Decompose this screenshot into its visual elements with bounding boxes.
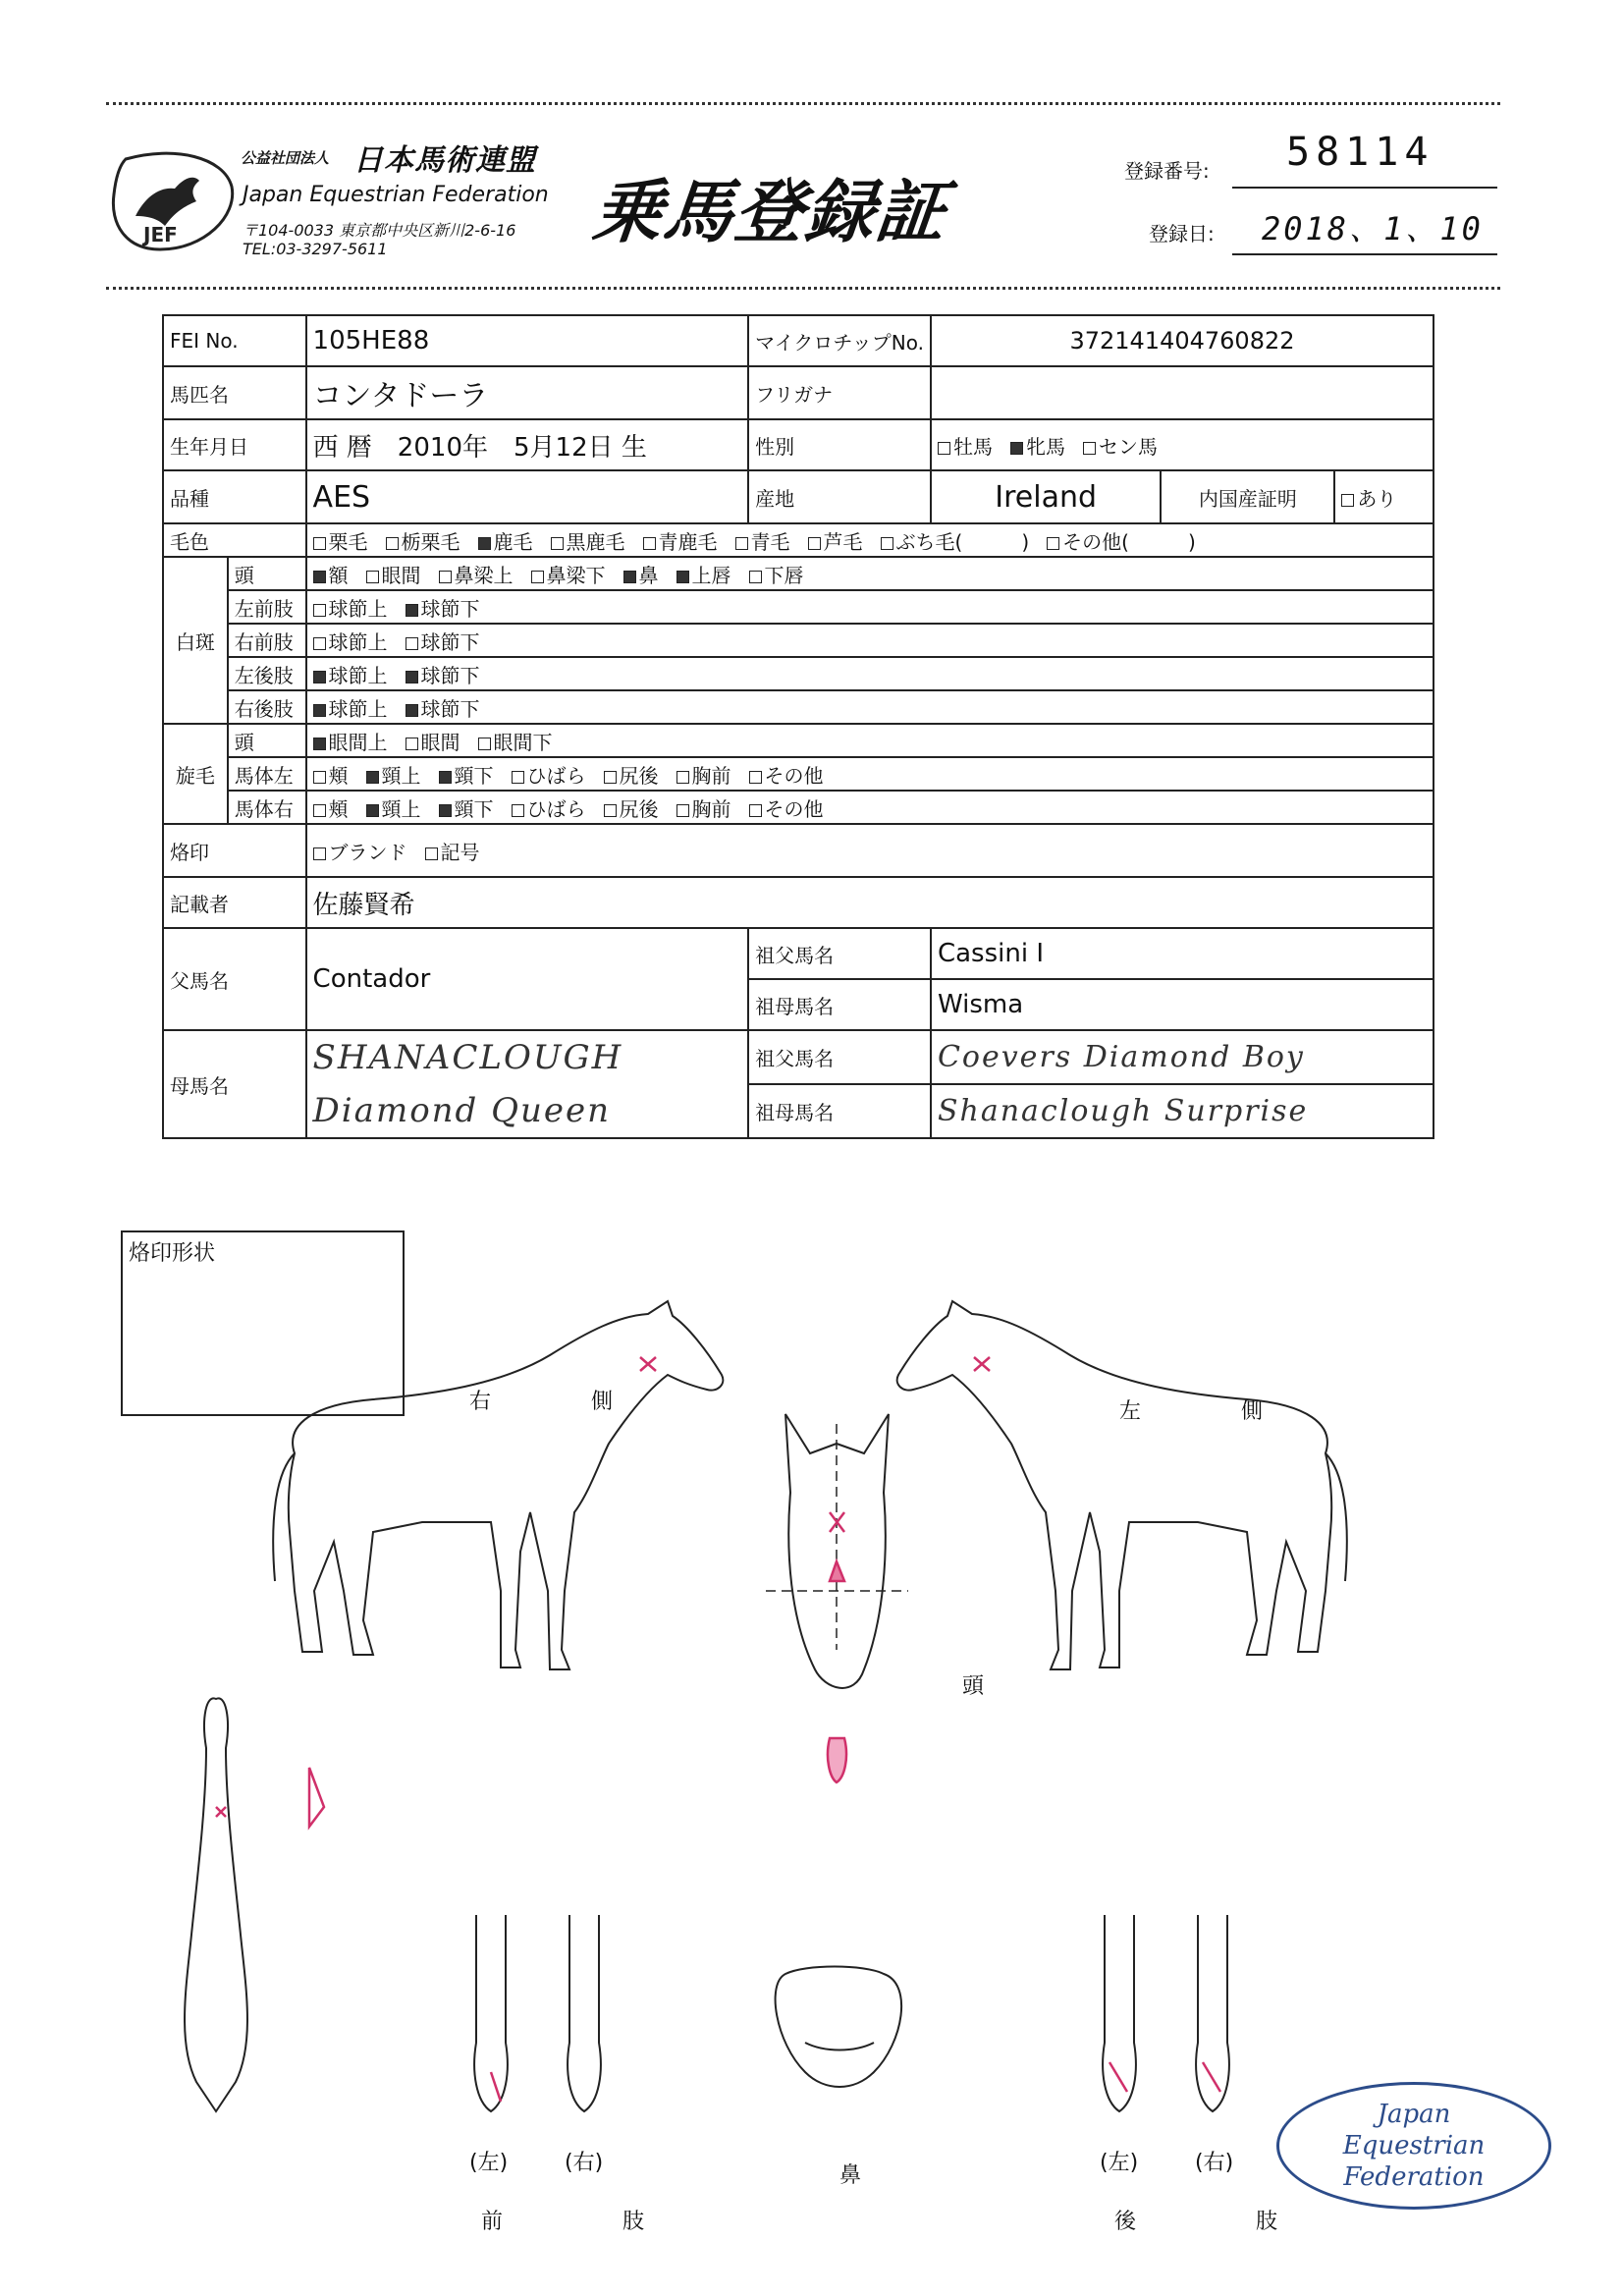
- head-front-view: [766, 1414, 908, 1688]
- coat-option-label: 黒鹿毛: [566, 529, 625, 554]
- white-checkbox: [623, 571, 636, 583]
- coat-option-label: ぶち毛( ): [895, 529, 1030, 554]
- jef-stamp: [1276, 2082, 1551, 2210]
- whorl-head-options: [306, 724, 1434, 757]
- coat-checkbox: [313, 537, 326, 550]
- coat-option-label: その他( ): [1062, 529, 1196, 554]
- white-option: [623, 560, 659, 588]
- stamp-line3: Federation: [1343, 2162, 1485, 2192]
- whorl-option: [313, 760, 349, 789]
- furigana-value: [931, 366, 1434, 419]
- whorl-checkbox: [749, 771, 762, 784]
- horse-diagram: [177, 1296, 1453, 2200]
- coat-option-label: 青毛: [750, 529, 790, 554]
- whorl-option: [749, 793, 824, 822]
- brand-option-label: ブランド: [328, 840, 407, 864]
- whorl-checkbox: [676, 804, 689, 817]
- birth-value: 西 暦 2010年 5月12日 生: [306, 419, 749, 470]
- whorl-option-label: 眼間上: [328, 730, 388, 754]
- white-option: [406, 660, 480, 688]
- whorl-option-label: ひばら: [526, 796, 586, 821]
- white-option-label: 鼻: [638, 563, 659, 587]
- reg-date: 2018、1、10: [1262, 210, 1484, 247]
- whorl-checkbox: [512, 804, 524, 817]
- dam-granddam-label: 祖母馬名: [748, 1084, 931, 1138]
- birth-label: 生年月日: [163, 419, 306, 470]
- white-option: [313, 593, 388, 622]
- domestic-checkbox: [1341, 494, 1354, 507]
- sex-checkbox: [938, 442, 950, 455]
- whorl-option: [478, 727, 553, 755]
- white-checkbox: [531, 571, 544, 583]
- org-tel: TEL:03-3297-5611: [243, 240, 388, 258]
- hindlegs-caption: 後 肢: [1114, 2210, 1327, 2234]
- sex-option-label: セン馬: [1098, 434, 1158, 459]
- white-option: [406, 693, 480, 722]
- domestic-option: あり: [1334, 470, 1434, 523]
- coat-option-label: 栗毛: [328, 529, 368, 554]
- coat-checkbox: [551, 537, 564, 550]
- whorl-option-label: 眼間下: [493, 730, 553, 754]
- red-markings: [216, 1357, 1220, 2102]
- header-dotted-rule: [106, 287, 1500, 290]
- white-option: [313, 560, 349, 588]
- coat-option: [735, 526, 790, 555]
- sire-grandsire-label: 祖父馬名: [748, 928, 931, 979]
- dam-value-line1: SHANACLOUGH: [312, 1038, 623, 1077]
- sex-option: [938, 431, 993, 460]
- whorl-right-body-options: [306, 791, 1434, 824]
- brand-option: [425, 837, 480, 865]
- white-option: [313, 693, 388, 722]
- coat-option-label: 芦毛: [823, 529, 863, 554]
- white-part-right-hind: 右後肢: [228, 690, 306, 724]
- white-checkbox: [439, 571, 452, 583]
- whorl-checkbox: [406, 738, 418, 750]
- white-option-label: 額: [328, 563, 349, 587]
- coat-option: [478, 526, 533, 555]
- whorl-left-body-options: [306, 757, 1434, 791]
- brand-shape-label: 烙印形状: [129, 1241, 216, 1266]
- white-option-label: 球節下: [420, 596, 480, 621]
- top-dotted-rule: [106, 102, 1500, 105]
- whorl-part-right-body: 馬体右: [228, 791, 306, 824]
- whorl-option-label: ひばら: [526, 763, 586, 788]
- white-option-label: 下唇: [764, 563, 804, 587]
- sex-options: [931, 419, 1434, 470]
- sex-label: 性別: [748, 419, 931, 470]
- sex-option: [1010, 431, 1065, 460]
- white-option-label: 鼻梁上: [454, 563, 514, 587]
- whorl-option-label: 頬: [328, 796, 349, 821]
- white-right-hind-options: [306, 690, 1434, 724]
- whorl-option-label: 頸上: [381, 763, 421, 788]
- white-checkbox: [313, 571, 326, 583]
- dam-granddam-value: Shanaclough Surprise: [931, 1084, 1434, 1138]
- whorl-checkbox: [366, 804, 379, 817]
- white-left-hind-options: [306, 657, 1434, 690]
- coat-option: [643, 526, 718, 555]
- name-value: コンタドーラ: [306, 366, 749, 419]
- coat-option: [1047, 526, 1196, 555]
- right-side-caption: 右 側: [469, 1390, 653, 1414]
- stamp-line1: Japan: [1377, 2100, 1451, 2129]
- whorl-option: [512, 760, 586, 789]
- brand-checkbox: [313, 847, 326, 860]
- left-side-horse: [897, 1301, 1347, 1669]
- reg-number-label: 登録番号:: [1124, 159, 1210, 183]
- fei-value: 105HE88: [306, 315, 749, 366]
- head-caption: 頭: [962, 1674, 985, 1699]
- recorder-label: 記載者: [163, 877, 306, 928]
- white-checkbox: [406, 671, 418, 683]
- white-option-label: 球節下: [420, 629, 480, 654]
- white-checkbox: [313, 604, 326, 617]
- white-part-left-fore: 左前肢: [228, 590, 306, 624]
- white-part-right-fore: 右前肢: [228, 624, 306, 657]
- stamp-line2: Equestrian: [1342, 2131, 1486, 2160]
- coat-label: 毛色: [163, 523, 306, 557]
- whorl-checkbox: [478, 738, 491, 750]
- coat-options: [306, 523, 1434, 557]
- brand-options: [306, 824, 1434, 877]
- white-option-label: 球節上: [328, 663, 388, 687]
- white-option: [676, 560, 731, 588]
- recorder-value: 佐藤賢希: [306, 877, 1434, 928]
- furigana-label: フリガナ: [748, 366, 931, 419]
- white-option: [313, 627, 388, 655]
- breed-label: 品種: [163, 470, 306, 523]
- breed-value: AES: [306, 470, 749, 523]
- white-checkbox: [749, 571, 762, 583]
- muzzle-view: [776, 1967, 902, 2088]
- white-option-label: 球節上: [328, 696, 388, 721]
- white-option-label: 球節下: [420, 696, 480, 721]
- dam-label: 母馬名: [163, 1030, 306, 1138]
- hind-right-caption: (右): [1195, 2151, 1234, 2175]
- sire-granddam-value: Wisma: [931, 979, 1434, 1030]
- reg-date-underline: [1232, 253, 1497, 255]
- whorl-option: [604, 793, 659, 822]
- registration-form-table: [162, 314, 1434, 1139]
- coat-checkbox: [808, 537, 821, 550]
- white-option: [313, 660, 388, 688]
- muzzle-caption: 鼻: [839, 2163, 862, 2188]
- sex-option-label: 牝馬: [1025, 434, 1065, 459]
- domestic-label: 内国産証明: [1161, 470, 1334, 523]
- fore-left-caption: (左): [469, 2151, 509, 2175]
- whorl-checkbox: [604, 771, 617, 784]
- white-option-label: 球節上: [328, 629, 388, 654]
- whorl-option-label: 胸前: [691, 796, 731, 821]
- org-name-en: Japan Equestrian Federation: [243, 183, 549, 207]
- white-option: [366, 560, 421, 588]
- name-label: 馬匹名: [163, 366, 306, 419]
- whorl-option: [439, 760, 494, 789]
- reg-date-label: 登録日:: [1149, 222, 1215, 246]
- whorl-option: [512, 793, 586, 822]
- white-right-fore-options: [306, 624, 1434, 657]
- sire-value: Contador: [306, 928, 749, 1030]
- whorl-checkbox: [313, 738, 326, 750]
- coat-option: [313, 526, 368, 555]
- whorl-option-label: 尻後: [619, 763, 659, 788]
- sex-checkbox: [1083, 442, 1096, 455]
- whorl-option-label: 頸上: [381, 796, 421, 821]
- brand-checkbox: [425, 847, 438, 860]
- whorl-part-left-body: 馬体左: [228, 757, 306, 791]
- white-head-options: [306, 557, 1434, 590]
- white-option: [406, 627, 480, 655]
- whorl-option: [313, 727, 388, 755]
- white-option-label: 鼻梁下: [546, 563, 606, 587]
- white-checkbox: [313, 671, 326, 683]
- whorl-checkbox: [313, 804, 326, 817]
- white-part-left-hind: 左後肢: [228, 657, 306, 690]
- coat-option-label: 栃栗毛: [401, 529, 460, 554]
- white-option: [749, 560, 804, 588]
- whorl-option-label: 頸下: [454, 796, 494, 821]
- whorl-option: [366, 760, 421, 789]
- whorl-part-head: 頭: [228, 724, 306, 757]
- brand-label: 烙印: [163, 824, 306, 877]
- whorl-checkbox: [366, 771, 379, 784]
- whorl-option-label: 胸前: [691, 763, 731, 788]
- reg-number: 58114: [1286, 130, 1434, 175]
- chip-value: 372141404760822: [931, 315, 1434, 366]
- coat-checkbox: [478, 537, 491, 550]
- whorl-label: 旋毛: [163, 724, 228, 824]
- whorl-option: [313, 793, 349, 822]
- dam-grandsire-label: 祖父馬名: [748, 1030, 931, 1084]
- whorl-checkbox: [604, 804, 617, 817]
- white-option: [531, 560, 606, 588]
- white-option-label: 球節上: [328, 596, 388, 621]
- coat-checkbox: [735, 537, 748, 550]
- whorl-option-label: その他: [764, 763, 824, 788]
- sex-checkbox: [1010, 442, 1023, 455]
- whorl-option-label: 眼間: [420, 730, 460, 754]
- whorl-option-label: 頸下: [454, 763, 494, 788]
- logo-text: JEF: [143, 223, 178, 246]
- whorl-option-label: 頬: [328, 763, 349, 788]
- right-side-horse: [273, 1301, 723, 1669]
- whorl-option: [439, 793, 494, 822]
- org-address: 〒104-0033 東京都中央区新川2-6-16: [243, 221, 516, 240]
- white-part-head: 頭: [228, 557, 306, 590]
- white-checkbox: [313, 704, 326, 717]
- fei-label: FEI No.: [163, 315, 306, 366]
- whorl-option-label: その他: [764, 796, 824, 821]
- white-checkbox: [406, 704, 418, 717]
- coat-option: [808, 526, 863, 555]
- white-option: [439, 560, 514, 588]
- white-option-label: 上唇: [691, 563, 731, 587]
- whorl-option: [366, 793, 421, 822]
- white-checkbox: [676, 571, 689, 583]
- coat-checkbox: [386, 537, 399, 550]
- org-name-jp: 日本馬術連盟: [353, 143, 536, 178]
- sex-option-label: 牡馬: [952, 434, 993, 459]
- white-checkbox: [406, 604, 418, 617]
- white-checkbox: [366, 571, 379, 583]
- white-option-label: 眼間: [381, 563, 421, 587]
- sex-option: [1083, 431, 1158, 460]
- coat-checkbox: [881, 537, 893, 550]
- whorl-checkbox: [439, 804, 452, 817]
- coat-checkbox: [643, 537, 656, 550]
- document-title: 乗馬登録証: [589, 172, 951, 252]
- whorl-checkbox: [512, 771, 524, 784]
- brand-option-label: 記号: [440, 840, 480, 864]
- origin-value: Ireland: [931, 470, 1161, 523]
- whorl-option: [604, 760, 659, 789]
- brand-option: [313, 837, 407, 865]
- whorl-option: [749, 760, 824, 789]
- whorl-checkbox: [439, 771, 452, 784]
- chip-label: マイクロチップNo.: [748, 315, 931, 366]
- coat-option-label: 鹿毛: [493, 529, 533, 554]
- white-option: [406, 593, 480, 622]
- coat-option-label: 青鹿毛: [658, 529, 718, 554]
- coat-option: [551, 526, 625, 555]
- dam-value: [306, 1030, 749, 1138]
- reg-number-underline: [1232, 187, 1497, 189]
- coat-checkbox: [1047, 537, 1059, 550]
- fore-right-caption: (右): [565, 2151, 604, 2175]
- hind-left-caption: (左): [1100, 2151, 1139, 2175]
- dam-value-line2: Diamond Queen: [312, 1091, 612, 1130]
- white-option-label: 球節下: [420, 663, 480, 687]
- white-left-fore-options: [306, 590, 1434, 624]
- org-prefix: 公益社団法人: [241, 149, 330, 167]
- whorl-checkbox: [313, 771, 326, 784]
- rear-view: [185, 1698, 247, 2111]
- sire-label: 父馬名: [163, 928, 306, 1030]
- whorl-option: [676, 760, 731, 789]
- white-marking-label: 白斑: [163, 557, 228, 724]
- whorl-option: [676, 793, 731, 822]
- jef-logo: [106, 147, 239, 255]
- coat-option: [881, 526, 1030, 555]
- whorl-option-label: 尻後: [619, 796, 659, 821]
- forelegs-caption: 前 肢: [481, 2210, 694, 2234]
- whorl-option: [406, 727, 460, 755]
- dam-grandsire-value: Coevers Diamond Boy: [931, 1030, 1434, 1084]
- sire-granddam-label: 祖母馬名: [748, 979, 931, 1030]
- whorl-checkbox: [676, 771, 689, 784]
- sire-grandsire-value: Cassini I: [931, 928, 1434, 979]
- left-side-caption: 左 側: [1119, 1399, 1303, 1424]
- whorl-checkbox: [749, 804, 762, 817]
- origin-label: 産地: [748, 470, 931, 523]
- coat-option: [386, 526, 460, 555]
- white-checkbox: [406, 637, 418, 650]
- white-checkbox: [313, 637, 326, 650]
